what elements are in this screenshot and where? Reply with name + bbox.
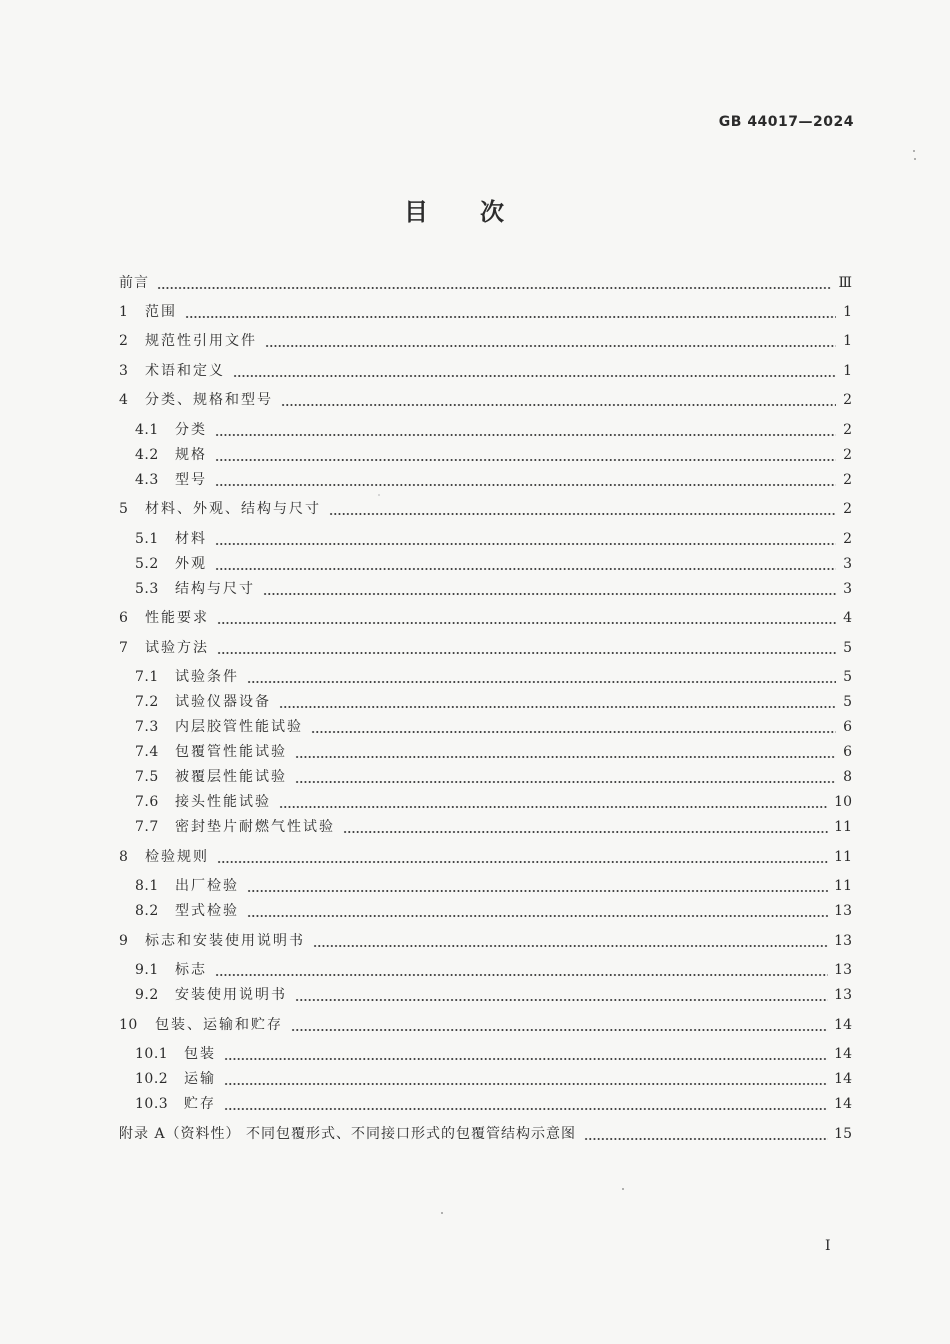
toc-entry[interactable] — [119, 607, 852, 629]
toc-entry-page: 14 — [834, 1017, 852, 1033]
toc-dot-leader — [247, 900, 828, 922]
toc-entry-title: 贮存 — [184, 1096, 216, 1112]
toc-dot-leader — [215, 469, 836, 491]
toc-entry-title: 标志 — [175, 962, 207, 978]
toc-entry[interactable] — [119, 1123, 852, 1145]
toc-entry-title: 包装、运输和贮存 — [155, 1017, 283, 1033]
toc-entry-number: 4.1 — [135, 422, 159, 438]
toc-entry-title: 分类 — [175, 422, 207, 438]
toc-entry-number: 7.3 — [135, 719, 159, 735]
toc-entry-number: 10.3 — [135, 1096, 169, 1112]
toc-dot-leader — [343, 816, 828, 838]
toc-entry-title: 试验仪器设备 — [175, 694, 271, 710]
toc-entry[interactable] — [119, 666, 852, 688]
toc-entry-page: 4 — [843, 610, 852, 626]
toc-entry-number: 7.1 — [135, 669, 159, 685]
toc-entry-number: 7 — [119, 640, 129, 656]
toc-dot-leader — [215, 959, 828, 981]
toc-dot-leader — [265, 330, 836, 352]
toc-entry-number: 5 — [119, 501, 129, 517]
toc-dot-leader — [311, 716, 836, 738]
toc-entry-page: Ⅲ — [838, 275, 852, 291]
toc-dot-leader — [281, 389, 836, 411]
toc-entry-page: 2 — [843, 447, 852, 463]
toc-entry-page: 6 — [843, 744, 852, 760]
toc-dot-leader — [279, 791, 828, 813]
toc-entry-page: 14 — [834, 1046, 852, 1062]
toc-entry[interactable] — [119, 419, 852, 441]
standard-code: GB 44017—2024 — [718, 114, 854, 130]
toc-entry-number: 7.6 — [135, 794, 159, 810]
toc-entry-page: 8 — [843, 769, 852, 785]
toc-dot-leader — [185, 301, 836, 323]
toc-dot-leader — [584, 1123, 828, 1145]
page-number: I — [825, 1238, 831, 1254]
toc-entry-number: 7.5 — [135, 769, 159, 785]
toc-entry-number: 5.2 — [135, 556, 159, 572]
toc-entry-page: 2 — [843, 422, 852, 438]
toc-dot-leader — [295, 984, 828, 1006]
toc-entry-number: 9 — [119, 933, 129, 949]
toc-entry[interactable] — [119, 272, 852, 294]
toc-entry-page: 11 — [834, 878, 852, 894]
toc-entry-page: 3 — [843, 556, 852, 572]
toc-entry-title: 标志和安装使用说明书 — [145, 933, 305, 949]
toc-entry-number: 10.2 — [135, 1071, 169, 1087]
page-title: 目次 — [404, 198, 556, 226]
toc-entry-title: 材料、外观、结构与尺寸 — [145, 501, 321, 517]
toc-dot-leader — [263, 578, 836, 600]
toc-entry-number: 9.2 — [135, 987, 159, 1003]
toc-entry-page: 11 — [834, 849, 852, 865]
toc-dot-leader — [295, 766, 836, 788]
toc-entry[interactable] — [119, 469, 852, 491]
toc-entry-number: 8.2 — [135, 903, 159, 919]
toc-entry-title: 密封垫片耐燃气性试验 — [175, 819, 335, 835]
toc-entry-page: 13 — [834, 903, 852, 919]
toc-entry-number: 3 — [119, 363, 129, 379]
toc-entry-title: 前言 — [119, 275, 149, 291]
toc-entry[interactable] — [119, 959, 852, 981]
toc-entry-title: 范围 — [145, 304, 177, 320]
toc-entry-title: 型式检验 — [175, 903, 239, 919]
toc-entry-page: 11 — [834, 819, 852, 835]
toc-entry[interactable] — [119, 360, 852, 382]
toc-dot-leader — [215, 528, 836, 550]
toc-entry-number: 8.1 — [135, 878, 159, 894]
toc-entry-number: 8 — [119, 849, 129, 865]
toc-entry-page: 5 — [843, 669, 852, 685]
toc-entry-page: 1 — [843, 333, 852, 349]
toc-entry-title: 附录 A（资料性） 不同包覆形式、不同接口形式的包覆管结构示意图 — [119, 1126, 577, 1142]
toc-entry-title: 结构与尺寸 — [175, 581, 255, 597]
toc-entry[interactable] — [119, 791, 852, 813]
toc-dot-leader — [217, 607, 836, 629]
toc-dot-leader — [217, 846, 828, 868]
toc-entry[interactable] — [119, 716, 852, 738]
toc-entry-title: 试验方法 — [145, 640, 209, 656]
toc-entry[interactable] — [119, 875, 852, 897]
toc-entry-page: 2 — [843, 392, 852, 408]
toc-entry-number: 4.3 — [135, 472, 159, 488]
toc-entry-number: 4.2 — [135, 447, 159, 463]
toc-entry-title: 接头性能试验 — [175, 794, 271, 810]
toc-entry-number: 1 — [119, 304, 129, 320]
toc-entry-number: 6 — [119, 610, 129, 626]
toc-entry-title: 被覆层性能试验 — [175, 769, 287, 785]
toc-entry-page: 10 — [834, 794, 852, 810]
toc-dot-leader — [313, 930, 828, 952]
toc-dot-leader — [217, 637, 836, 659]
toc-entry-page: 1 — [843, 363, 852, 379]
toc-entry-title: 型号 — [175, 472, 207, 488]
toc-entry-title: 外观 — [175, 556, 207, 572]
toc-dot-leader — [215, 419, 836, 441]
toc-dot-leader — [233, 360, 836, 382]
toc-entry-title: 材料 — [175, 531, 207, 547]
toc-dot-leader — [224, 1093, 828, 1115]
toc-entry[interactable] — [119, 389, 852, 411]
toc-entry-number: 7.4 — [135, 744, 159, 760]
toc-entry-title: 出厂检验 — [175, 878, 239, 894]
toc-entry-number: 7.2 — [135, 694, 159, 710]
toc-dot-leader — [291, 1014, 828, 1036]
toc-entry-number: 10 — [119, 1017, 138, 1033]
toc-entry[interactable] — [119, 741, 852, 763]
toc-entry-title: 包覆管性能试验 — [175, 744, 287, 760]
toc-entry[interactable] — [119, 691, 852, 713]
toc-entry-title: 试验条件 — [175, 669, 239, 685]
toc-entry-title: 分类、规格和型号 — [145, 392, 273, 408]
toc-dot-leader — [295, 741, 836, 763]
toc-entry-title: 术语和定义 — [145, 363, 225, 379]
toc-entry[interactable] — [119, 984, 852, 1006]
toc-entry-page: 5 — [843, 640, 852, 656]
toc-entry-number: 4 — [119, 392, 129, 408]
toc-entry[interactable] — [119, 846, 852, 868]
toc-entry-title: 内层胶管性能试验 — [175, 719, 303, 735]
toc-entry-page: 5 — [843, 694, 852, 710]
toc-entry[interactable] — [119, 528, 852, 550]
toc-entry[interactable] — [119, 301, 852, 323]
toc-entry-page: 13 — [834, 933, 852, 949]
toc-entry-page: 13 — [834, 987, 852, 1003]
toc-entry-page: 3 — [843, 581, 852, 597]
toc-entry-number: 10.1 — [135, 1046, 169, 1062]
toc-dot-leader — [224, 1043, 828, 1065]
toc-entry[interactable] — [119, 766, 852, 788]
toc-dot-leader — [215, 444, 836, 466]
toc-entry-title: 检验规则 — [145, 849, 209, 865]
toc-entry-page: 2 — [843, 531, 852, 547]
toc-dot-leader — [224, 1068, 828, 1090]
toc-entry[interactable] — [119, 330, 852, 352]
toc-entry[interactable] — [119, 637, 852, 659]
toc-entry[interactable] — [119, 1043, 852, 1065]
toc-entry-page: 15 — [834, 1126, 852, 1142]
toc-entry-page: 14 — [834, 1096, 852, 1112]
toc-dot-leader — [279, 691, 836, 713]
toc-entry-page: 2 — [843, 501, 852, 517]
toc-entry[interactable] — [119, 1068, 852, 1090]
toc-entry[interactable] — [119, 1093, 852, 1115]
toc-entry-title: 安装使用说明书 — [175, 987, 287, 1003]
toc-entry-number: 5.1 — [135, 531, 159, 547]
toc-entry-title: 规格 — [175, 447, 207, 463]
toc-entry-number: 2 — [119, 333, 129, 349]
toc-dot-leader — [329, 498, 836, 520]
toc-entry-title: 性能要求 — [145, 610, 209, 626]
toc-dot-leader — [215, 553, 836, 575]
toc-entry[interactable] — [119, 1014, 852, 1036]
toc-entry[interactable] — [119, 900, 852, 922]
toc-entry-title: 规范性引用文件 — [145, 333, 257, 349]
toc-dot-leader — [247, 666, 836, 688]
toc-entry[interactable] — [119, 498, 852, 520]
toc-entry[interactable] — [119, 578, 852, 600]
toc-entry-page: 1 — [843, 304, 852, 320]
toc-entry-number: 9.1 — [135, 962, 159, 978]
toc-entry-page: 13 — [834, 962, 852, 978]
toc-dot-leader — [157, 272, 832, 294]
toc-entry[interactable] — [119, 444, 852, 466]
toc-dot-leader — [247, 875, 828, 897]
toc-entry-number: 7.7 — [135, 819, 159, 835]
toc-entry-number: 5.3 — [135, 581, 159, 597]
toc-entry[interactable] — [119, 816, 852, 838]
toc-entry-title: 包装 — [184, 1046, 216, 1062]
toc-entry[interactable] — [119, 553, 852, 575]
toc-entry-page: 6 — [843, 719, 852, 735]
toc-entry-title: 运输 — [184, 1071, 216, 1087]
toc-entry-page: 14 — [834, 1071, 852, 1087]
toc-entry[interactable] — [119, 930, 852, 952]
toc-entry-page: 2 — [843, 472, 852, 488]
